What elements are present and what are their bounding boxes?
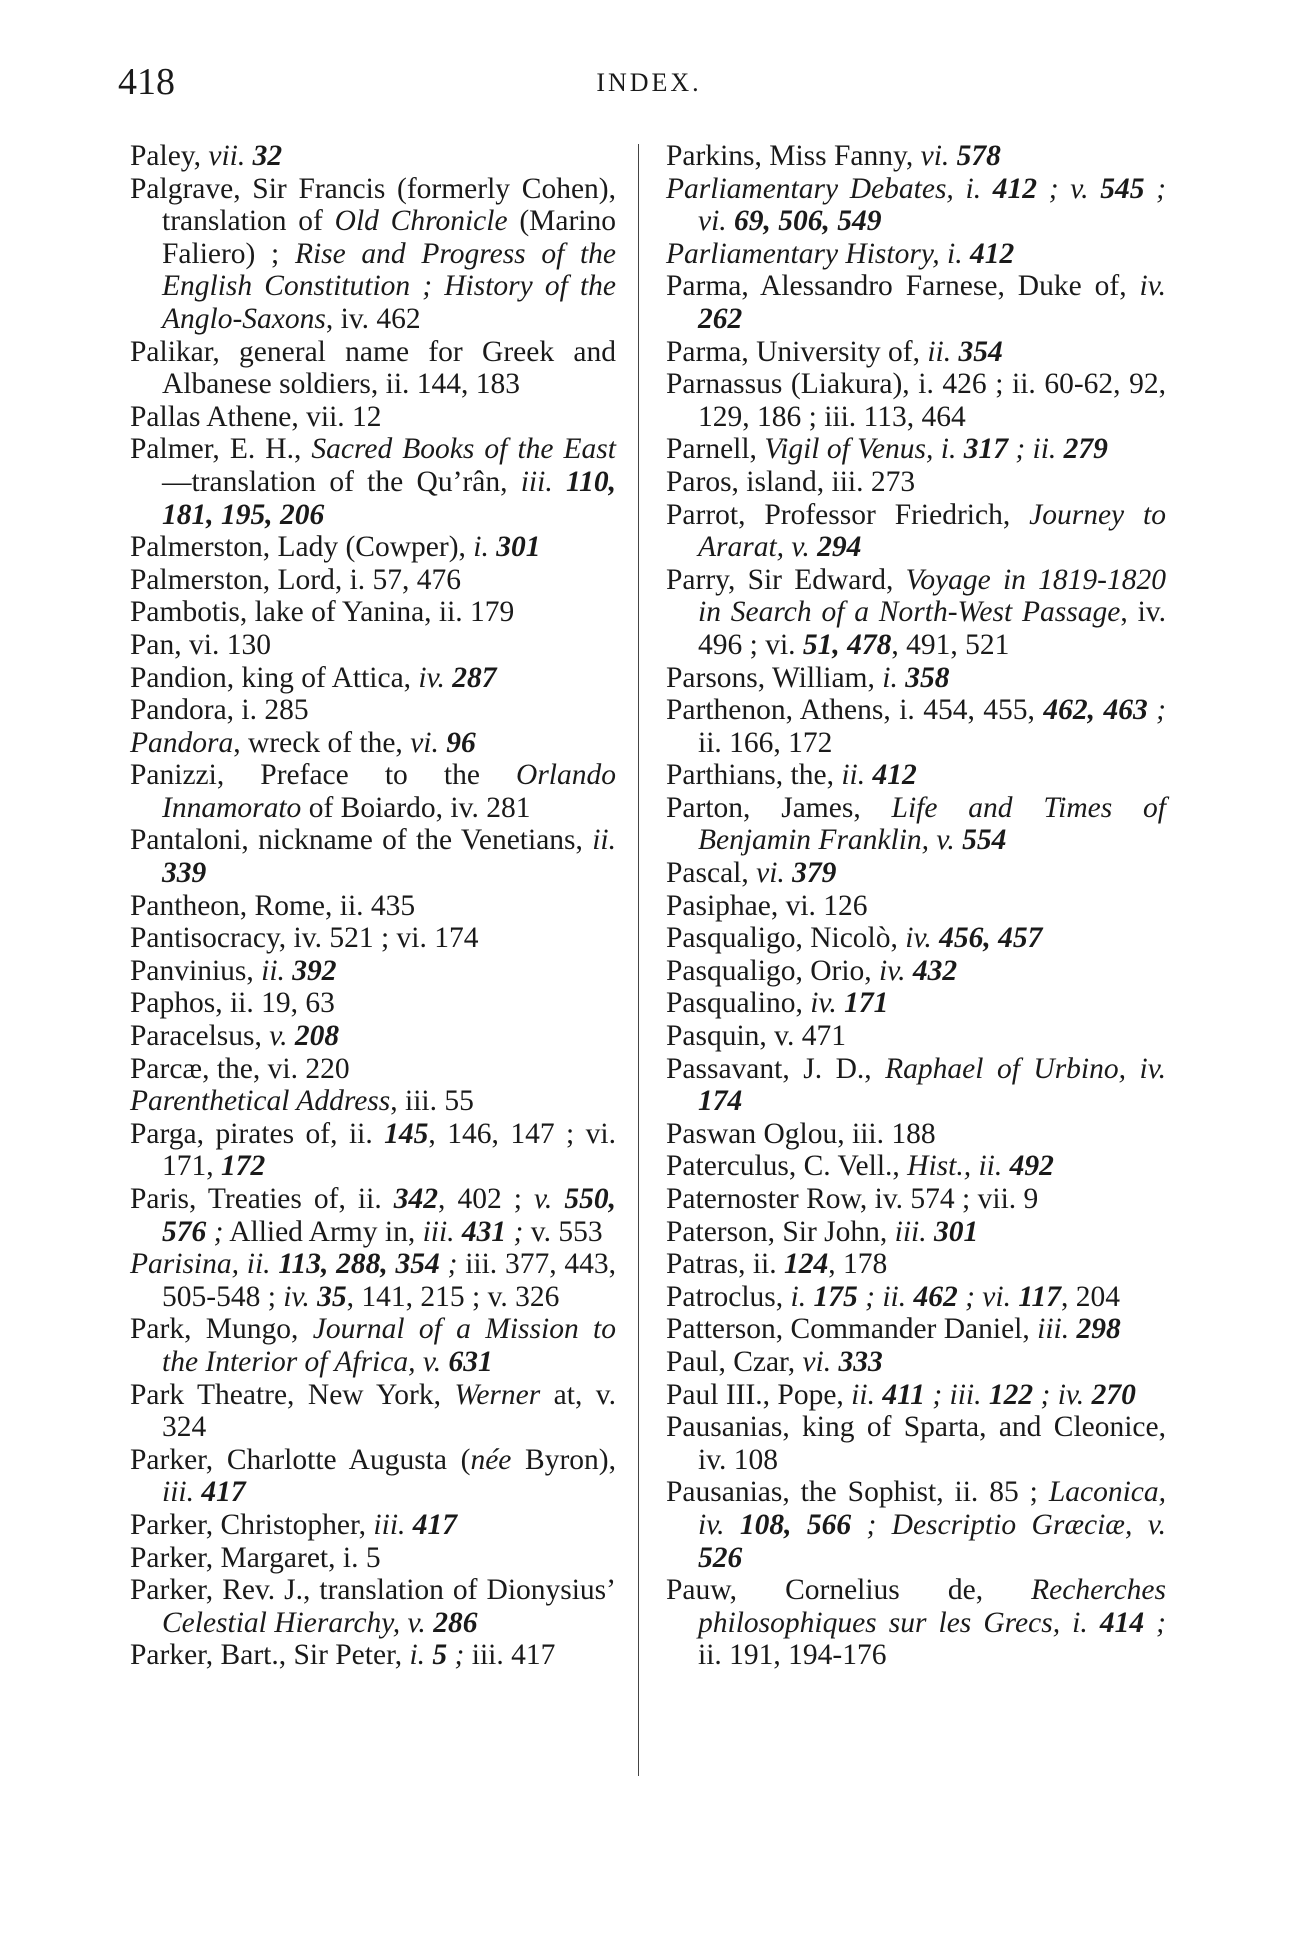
index-entry: Pausanias, the Sophist, ii. 85 ; Laconica, iv. 108, 566 ; Descriptio Græciæ, v. 526 bbox=[666, 1476, 1166, 1574]
index-entry: Panizzi, Preface to the Orlando Innamorato of Boiardo, iv. 281 bbox=[130, 759, 616, 824]
index-entry: Parisina, ii. 113, 288, 354 ; iii. 377, 443, 505-548 ; iv. 35, 141, 215 ; v. 326 bbox=[130, 1248, 617, 1313]
index-entry: Parnassus (Liakura), i. 426 ; ii. 60-62, 92, 129, 186 ; iii. 113, 464 bbox=[666, 368, 1166, 433]
index-entry: Pauw, Cornelius de, Recherches philosophiques sur les Grecs, i. 414 ; ii. 191, 194-176 bbox=[666, 1574, 1166, 1672]
index-entry: Parthians, the, ii. 412 bbox=[666, 759, 917, 792]
index-entry: Parsons, William, i. 358 bbox=[666, 661, 950, 694]
index-entry: Paris, Treaties of, ii. 342, 402 ; v. 550, 576 ; Allied Army in, iii. 431 ; v. 553 bbox=[130, 1183, 616, 1248]
index-entry: Parliamentary Debates, i. 412 ; v. 545 ; vi. 69, 506, 549 bbox=[666, 172, 1166, 238]
index-entry: Palmer, E. H., Sacred Books of the East—translation of the Qu’rân, iii. 110, 181, 195, 206 bbox=[130, 433, 616, 531]
index-entry: Parga, pirates of, ii. 145, 146, 147 ; vi. 171, 172 bbox=[130, 1117, 616, 1183]
index-entry: Pantaloni, nickname of the Venetians, ii. 339 bbox=[130, 824, 616, 890]
index-entry: Pantisocracy, iv. 521 ; vi. 174 bbox=[130, 922, 479, 955]
column-divider bbox=[638, 144, 639, 1776]
index-entry: Patterson, Commander Daniel, iii. 298 bbox=[666, 1313, 1121, 1346]
index-entry: Paracelsus, v. 208 bbox=[130, 1020, 340, 1053]
index-entry: Pasqualino, iv. 171 bbox=[666, 987, 889, 1020]
index-entry: Palgrave, Sir Francis (formerly Cohen), translation of Old Chronicle (Marino Faliero) ; Rise and Progress of the English Constitution ; History of the Anglo-Saxons, iv. 462 bbox=[130, 172, 616, 335]
index-entry: Paul, Czar, vi. 333 bbox=[666, 1345, 883, 1378]
page-number: 418 bbox=[118, 61, 175, 103]
index-entry: Pantheon, Rome, ii. 435 bbox=[130, 889, 416, 922]
index-entry: Parker, Charlotte Augusta (née Byron), iii. 417 bbox=[130, 1443, 616, 1509]
index-entry: Patroclus, i. 175 ; ii. 462 ; vi. 117, 204 bbox=[666, 1280, 1120, 1313]
index-entry: Paros, island, iii. 273 bbox=[666, 465, 916, 498]
index-entry: Pallas Athene, vii. 12 bbox=[130, 400, 382, 433]
index-entry: Parthenon, Athens, i. 454, 455, 462, 463 ; ii. 166, 172 bbox=[666, 694, 1166, 759]
index-entry: Pasiphae, vi. 126 bbox=[666, 889, 868, 922]
index-entry: Palmerston, Lady (Cowper), i. 301 bbox=[130, 531, 541, 564]
index-entry: Parnell, Vigil of Venus, i. 317 ; ii. 279 bbox=[666, 433, 1108, 466]
index-entry: Pambotis, lake of Yanina, ii. 179 bbox=[130, 596, 515, 629]
index-entry: Palikar, general name for Greek and Albanese soldiers, ii. 144, 183 bbox=[130, 335, 616, 401]
index-entry: Palmerston, Lord, i. 57, 476 bbox=[130, 563, 462, 596]
index-entry: Parenthetical Address, iii. 55 bbox=[130, 1085, 474, 1118]
index-entry: Park Theatre, New York, Werner at, v. 324 bbox=[130, 1378, 616, 1444]
index-entry: Paley, vii. 32 bbox=[130, 140, 283, 172]
index-entry: Pascal, vi. 379 bbox=[666, 857, 837, 890]
index-column-left bbox=[130, 140, 616, 1672]
index-entry: Pausanias, king of Sparta, and Cleonice, iv. 108 bbox=[666, 1411, 1166, 1476]
index-entry: Pasqualigo, Nicolò, iv. 456, 457 bbox=[666, 922, 1043, 955]
index-entry: Passavant, J. D., Raphael of Urbino, iv. 174 bbox=[666, 1052, 1166, 1118]
index-entry: Park, Mungo, Journal of a Mission to the Interior of Africa, v. 631 bbox=[130, 1313, 616, 1378]
index-entry: Parkins, Miss Fanny, vi. 578 bbox=[666, 140, 1001, 172]
index-entry: Pasquin, v. 471 bbox=[666, 1020, 847, 1053]
index-entry: Parma, Alessandro Farnese, Duke of, iv. 262 bbox=[666, 270, 1166, 335]
index-entry: Paphos, ii. 19, 63 bbox=[130, 987, 335, 1020]
index-entry: Patras, ii. 124, 178 bbox=[666, 1248, 888, 1281]
index-entry: Parker, Christopher, iii. 417 bbox=[130, 1508, 458, 1541]
index-entry: Parliamentary History, i. 412 bbox=[666, 237, 1015, 270]
index-entry: Panvinius, ii. 392 bbox=[130, 954, 337, 987]
running-head: INDEX. bbox=[596, 68, 702, 97]
index-entry: Parker, Rev. J., translation of Dionysius’ Celestial Hierarchy, v. 286 bbox=[130, 1574, 616, 1639]
index-entry: Parker, Bart., Sir Peter, i. 5 ; iii. 417 bbox=[130, 1639, 556, 1672]
index-entry: Parcæ, the, vi. 220 bbox=[130, 1052, 350, 1085]
index-entry: Paterculus, C. Vell., Hist., ii. 492 bbox=[666, 1150, 1054, 1183]
index-entry: Paul III., Pope, ii. 411 ; iii. 122 ; iv. 270 bbox=[666, 1378, 1136, 1411]
index-column-right bbox=[666, 140, 1166, 1672]
index-entry: Parry, Sir Edward, Voyage in 1819-1820 in Search of a North-West Passage, iv. 496 ; vi. 51, 478, 491, 521 bbox=[666, 563, 1166, 661]
index-entry: Pandora, wreck of the, vi. 96 bbox=[130, 726, 476, 759]
index-entry: Parker, Margaret, i. 5 bbox=[130, 1541, 381, 1574]
index-entry: Pan, vi. 130 bbox=[130, 628, 271, 661]
index-entry: Paswan Oglou, iii. 188 bbox=[666, 1117, 936, 1150]
index-entry: Parton, James, Life and Times of Benjamin Franklin, v. 554 bbox=[666, 791, 1166, 857]
index-entry: Paterson, Sir John, iii. 301 bbox=[666, 1215, 979, 1248]
index-entry: Pandion, king of Attica, iv. 287 bbox=[130, 661, 497, 694]
index-entry: Parrot, Professor Friedrich, Journey to Ararat, v. 294 bbox=[666, 498, 1166, 564]
index-entry: Pasqualigo, Orio, iv. 432 bbox=[666, 954, 958, 987]
index-entry: Parma, University of, ii. 354 bbox=[666, 335, 1003, 368]
index-entry: Paternoster Row, iv. 574 ; vii. 9 bbox=[666, 1183, 1039, 1215]
index-entry: Pandora, i. 285 bbox=[130, 694, 309, 727]
